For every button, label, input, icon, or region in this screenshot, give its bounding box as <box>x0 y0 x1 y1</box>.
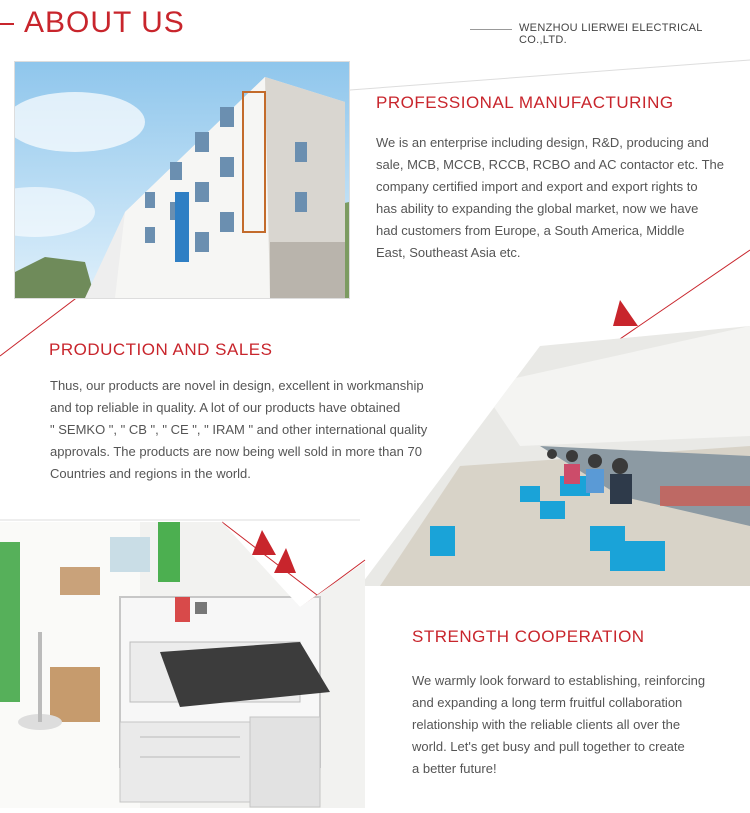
text-line: has ability to expanding the global market, now we have <box>376 201 699 216</box>
text-line: and top reliable in quality. A lot of our products have obtained <box>50 400 401 415</box>
triangle-marker-1 <box>613 300 638 326</box>
text-line: Thus, our products are novel in design, excellent in workmanship <box>50 378 424 393</box>
section-title-production: PRODUCTION AND SALES <box>49 340 273 359</box>
text-line: world. Let's get busy and pull together to create <box>412 739 685 754</box>
section-title-cooperation: STRENGTH COOPERATION <box>412 627 645 646</box>
section-text-manufacturing <box>376 132 746 264</box>
section-title-manufacturing: PROFESSIONAL MANUFACTURING <box>376 93 674 112</box>
text-line: a better future! <box>412 761 497 776</box>
company-name: WENZHOU LIERWEI ELECTRICAL CO.,LTD. <box>519 22 703 46</box>
text-line: sale, MCB, MCCB, RCCB, RCBO and AC contactor etc. The <box>376 157 724 172</box>
text-line: " SEMKO ", " CB ", " CE ", " IRAM " and other international quality <box>50 422 428 437</box>
text-line: Countries and regions in the world. <box>50 466 251 481</box>
factory-floor-photo <box>360 326 750 586</box>
text-line: We warmly look forward to establishing, reinforcing <box>412 673 706 688</box>
text-line: relationship with the reliable clients all over the <box>412 717 681 732</box>
text-line: had customers from Europe, a South America, Middle <box>376 223 685 238</box>
section-text-cooperation <box>412 670 742 780</box>
text-line: We is an enterprise including design, R&D, producing and <box>376 135 709 150</box>
page-title: ABOUT US <box>24 6 185 39</box>
text-line: and expanding a long term fruitful collaboration <box>412 695 683 710</box>
text-line: company certified import and export and export rights to <box>376 179 698 194</box>
building-photo <box>14 61 350 299</box>
packing-machine-photo <box>0 522 365 808</box>
text-line: approvals. The products are now being well sold in more than 70 <box>50 444 422 459</box>
text-line: East, Southeast Asia etc. <box>376 245 521 260</box>
